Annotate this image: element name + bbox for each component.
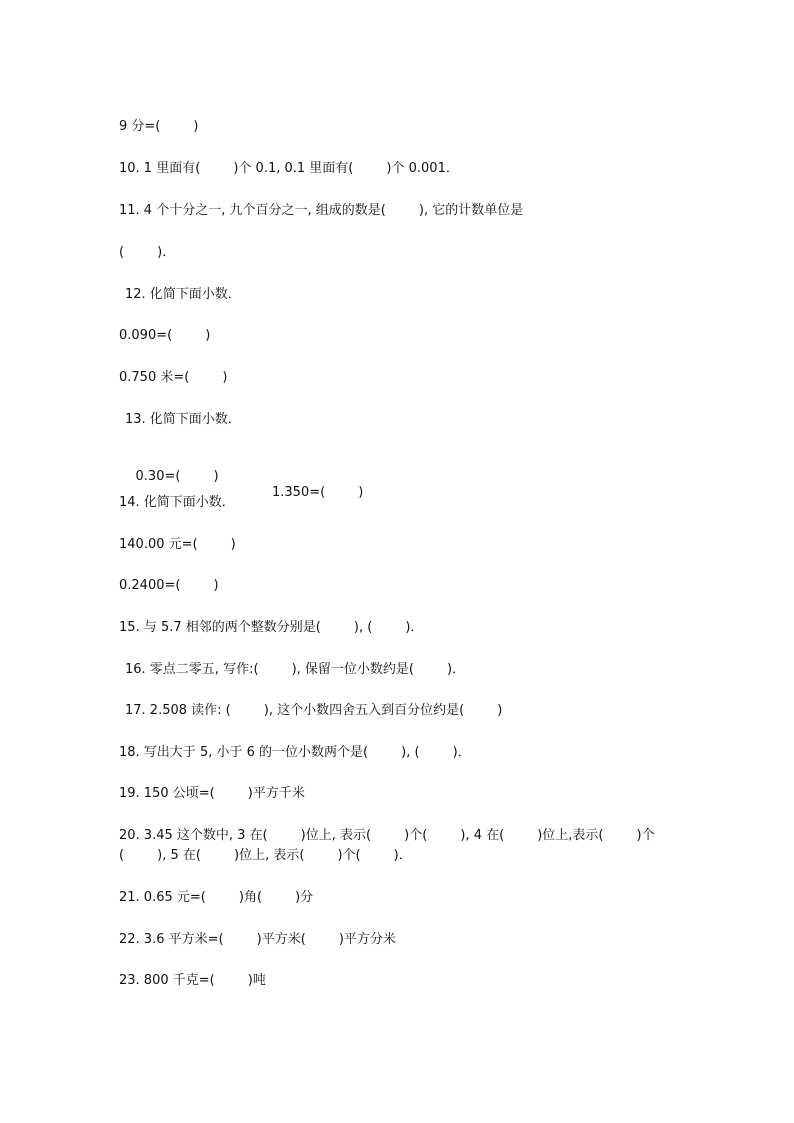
- question-15: 15. 与 5.7 相邻的两个整数分别是( ), ( )．: [119, 620, 424, 635]
- question-19: 19. 150 公顷=( )平方千米: [119, 786, 305, 801]
- question-17: 17. 2.508 读作: ( ), 这个小数四舍五入到百分位约是( ): [125, 703, 503, 718]
- question-13: 13. 化简下面小数．: [125, 412, 241, 427]
- question-18: 18. 写出大于 5, 小于 6 的一位小数两个是( ), ( )．: [119, 745, 471, 760]
- question-20: 20. 3.45 这个数中, 3 在( )位上, 表示( )个( ), 4 在( )位上,表示( )个: [119, 828, 655, 843]
- question-22: 22. 3.6 平方米=( )平方米( )平方分米: [119, 932, 396, 947]
- question-11-continued: ( )．: [119, 245, 176, 260]
- question-12-item-a: 0.090=( ): [119, 328, 211, 343]
- question-11: 11. 4 个十分之一, 九个百分之一, 组成的数是( ), 它的计数单位是: [119, 203, 524, 218]
- question-16: 16. 零点二零五, 写作:( ), 保留一位小数约是( )．: [125, 662, 466, 677]
- question-14-item-a: 140.00 元=( ): [119, 537, 236, 552]
- question-14: 14. 化简下面小数．: [119, 495, 235, 510]
- question-10: 10. 1 里面有( )个 0.1, 0.1 里面有( )个 0.001．: [119, 161, 459, 176]
- question-12-item-b: 0.750 米=( ): [119, 370, 228, 385]
- question-14-item-b: 0.2400=( ): [119, 578, 219, 593]
- question-23: 23. 800 千克=( )吨: [119, 973, 266, 988]
- question-12: 12. 化简下面小数．: [125, 287, 241, 302]
- question-13-item-a: 0.30=( ): [135, 469, 219, 484]
- question-13-item-b: 1.350=( ): [272, 485, 364, 500]
- question-20-continued: ( ), 5 在( )位上, 表示( )个( )．: [119, 848, 412, 863]
- question-9: 9 分=( ): [119, 119, 199, 134]
- question-21: 21. 0.65 元=( )角( )分: [119, 890, 314, 905]
